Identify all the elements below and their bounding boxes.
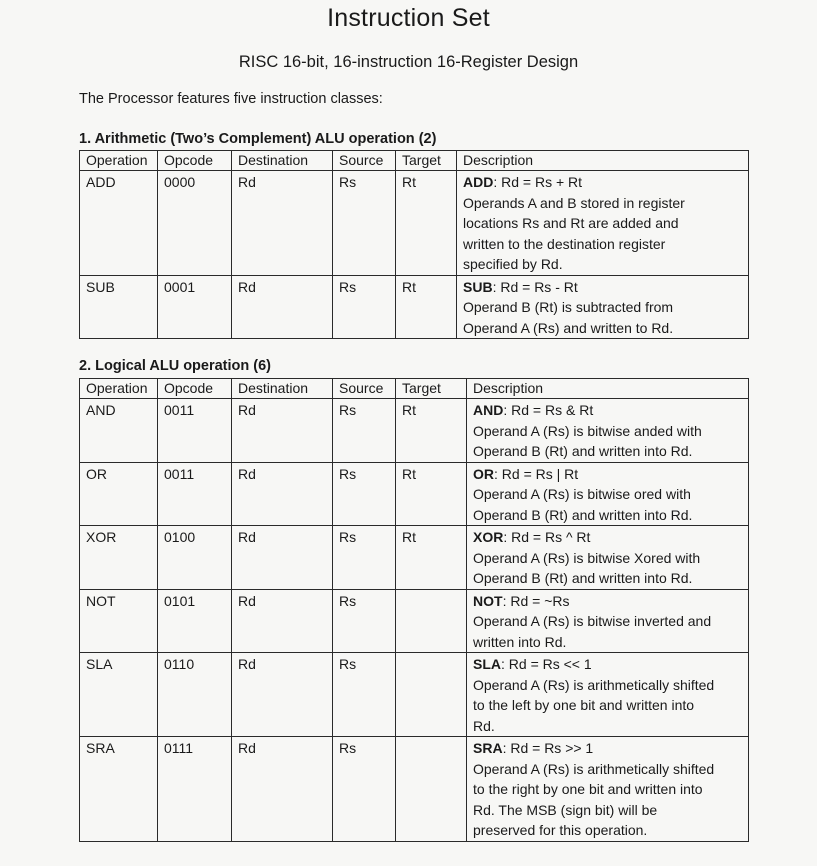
cell-operation: SLA: [80, 653, 158, 737]
column-header-target: Target: [396, 379, 467, 399]
description-line: to the left by one bit and written into: [473, 697, 695, 713]
instruction-row: [80, 171, 749, 276]
instruction-mnemonic: AND: [473, 402, 504, 418]
description-formula-line: [473, 400, 742, 421]
description-line: preserved for this operation.: [473, 822, 648, 838]
cell-source: Rs: [333, 737, 396, 842]
instruction-mnemonic: SLA: [473, 656, 501, 672]
cell-source: Rs: [333, 171, 396, 276]
logical-instruction-table: [79, 378, 749, 842]
cell-source: Rs: [333, 589, 396, 653]
instruction-formula: : Rd = Rs + Rt: [493, 174, 583, 190]
cell-description: [467, 399, 749, 463]
cell-source: Rs: [333, 275, 396, 339]
section-rows: [80, 399, 749, 842]
column-header-destination: Destination: [232, 379, 333, 399]
column-header-target: Target: [396, 151, 457, 171]
column-header-source: Source: [333, 151, 396, 171]
description-line: Operands A and B stored in register: [463, 194, 685, 211]
cell-target: [396, 589, 467, 653]
instruction-mnemonic: ADD: [463, 174, 494, 190]
table-header-row: [80, 379, 749, 399]
description-formula-line: [473, 591, 742, 612]
cell-description: [467, 462, 749, 526]
cell-opcode: 0101: [158, 589, 232, 653]
page-subtitle: RISC 16-bit, 16-instruction 16-Register Design: [238, 53, 579, 71]
description-line: Operand A (Rs) is bitwise anded with: [473, 422, 702, 439]
instruction-formula: : Rd = Rs & Rt: [503, 402, 594, 418]
arithmetic-instruction-table: [79, 150, 749, 339]
cell-destination: Rd: [232, 171, 333, 276]
cell-target: Rt: [396, 526, 467, 590]
cell-destination: Rd: [232, 653, 333, 737]
cell-description: [467, 653, 749, 737]
cell-opcode: 0001: [158, 275, 232, 339]
cell-description: [467, 589, 749, 653]
instruction-mnemonic: OR: [473, 465, 494, 482]
cell-source: Rs: [333, 399, 396, 463]
cell-description: [457, 275, 749, 339]
cell-target: Rt: [396, 462, 467, 526]
cell-opcode: 0100: [158, 526, 232, 590]
instruction-row: [80, 526, 749, 590]
cell-opcode: 0110: [158, 653, 232, 737]
instruction-row: [80, 589, 749, 653]
description-line: written to the destination register: [463, 235, 666, 252]
instruction-row: [80, 462, 749, 526]
cell-opcode: 0000: [158, 171, 232, 276]
instruction-row: [80, 399, 749, 463]
cell-opcode: 0011: [158, 399, 232, 463]
description-line: Operand A (Rs) is arithmetically shifted: [473, 760, 715, 777]
instruction-mnemonic: XOR: [473, 529, 504, 545]
description-line: Operand B (Rt) and written into Rd.: [473, 506, 693, 523]
description-line: Rd. The MSB (sign bit) will be: [473, 801, 658, 818]
cell-operation: OR: [80, 462, 158, 526]
cell-source: Rs: [333, 462, 396, 526]
description-formula-line: [473, 654, 742, 675]
description-formula-line: [463, 277, 742, 298]
description-line: Operand A (Rs) is bitwise Xored with: [473, 549, 701, 566]
description-line: written into Rd.: [473, 633, 567, 650]
cell-destination: Rd: [232, 526, 333, 590]
cell-opcode: 0111: [158, 737, 232, 842]
description-line: Operand B (Rt) and written into Rd.: [473, 570, 693, 586]
instruction-formula: : Rd = Rs ^ Rt: [503, 529, 591, 545]
cell-operation: SUB: [80, 275, 158, 339]
instruction-row: [80, 737, 749, 842]
cell-target: Rt: [396, 399, 467, 463]
cell-destination: Rd: [232, 462, 333, 526]
column-header-opcode: Opcode: [158, 379, 232, 399]
column-header-source: Source: [333, 379, 396, 399]
cell-destination: Rd: [232, 275, 333, 339]
cell-operation: XOR: [80, 526, 158, 590]
column-header-destination: Destination: [232, 151, 333, 171]
cell-description: [457, 171, 749, 276]
instruction-mnemonic: SRA: [473, 740, 503, 756]
description-formula-line: [473, 738, 742, 759]
cell-destination: Rd: [232, 399, 333, 463]
cell-target: Rt: [396, 275, 457, 339]
section-rows: [80, 171, 749, 339]
intro-text: The Processor features five instruction classes:: [79, 91, 383, 107]
instruction-mnemonic: SUB: [463, 278, 493, 295]
cell-opcode: 0011: [158, 462, 232, 526]
description-formula-line: [473, 464, 742, 485]
instruction-mnemonic: NOT: [473, 592, 503, 609]
cell-destination: Rd: [232, 589, 333, 653]
description-line: Operand A (Rs) is arithmetically shifted: [473, 676, 715, 693]
section-heading-logical: 2. Logical ALU operation (6): [79, 358, 272, 374]
instruction-formula: : Rd = ~Rs: [502, 592, 570, 609]
description-line: Operand B (Rt) is subtracted from: [463, 299, 674, 315]
cell-operation: NOT: [80, 589, 158, 653]
cell-source: Rs: [333, 653, 396, 737]
instruction-row: [80, 653, 749, 737]
description-line: Rd.: [473, 717, 495, 734]
instruction-formula: : Rd = Rs - Rt: [492, 278, 578, 295]
cell-description: [467, 526, 749, 590]
instruction-row: [80, 275, 749, 339]
description-line: Operand B (Rt) and written into Rd.: [473, 443, 693, 459]
description-line: to the right by one bit and written into: [473, 781, 703, 797]
cell-target: [396, 737, 467, 842]
table-header-row: [80, 151, 749, 171]
cell-target: [396, 653, 467, 737]
column-header-operation: Operation: [80, 151, 158, 171]
column-header-operation: Operation: [80, 379, 158, 399]
cell-operation: ADD: [80, 171, 158, 276]
cell-destination: Rd: [232, 737, 333, 842]
cell-source: Rs: [333, 526, 396, 590]
column-header-description: Description: [467, 379, 749, 399]
description-line: Operand A (Rs) is bitwise inverted and: [473, 613, 712, 629]
description-line: specified by Rd.: [463, 256, 563, 272]
cell-target: Rt: [396, 171, 457, 276]
cell-operation: AND: [80, 399, 158, 463]
section-heading-arithmetic: 1. Arithmetic (Two’s Complement) ALU operation (2): [79, 131, 437, 147]
instruction-formula: : Rd = Rs | Rt: [494, 465, 579, 482]
cell-operation: SRA: [80, 737, 158, 842]
description-formula-line: [463, 172, 742, 193]
column-header-description: Description: [457, 151, 749, 171]
description-line: locations Rs and Rt are added and: [463, 215, 679, 231]
description-line: Operand A (Rs) is bitwise ored with: [473, 486, 691, 502]
instruction-formula: : Rd = Rs << 1: [501, 656, 592, 672]
column-header-opcode: Opcode: [158, 151, 232, 171]
description-line: Operand A (Rs) and written to Rd.: [463, 319, 674, 336]
instruction-formula: : Rd = Rs >> 1: [502, 740, 594, 756]
page-title: Instruction Set: [327, 4, 490, 32]
description-formula-line: [473, 527, 742, 548]
cell-description: [467, 737, 749, 842]
